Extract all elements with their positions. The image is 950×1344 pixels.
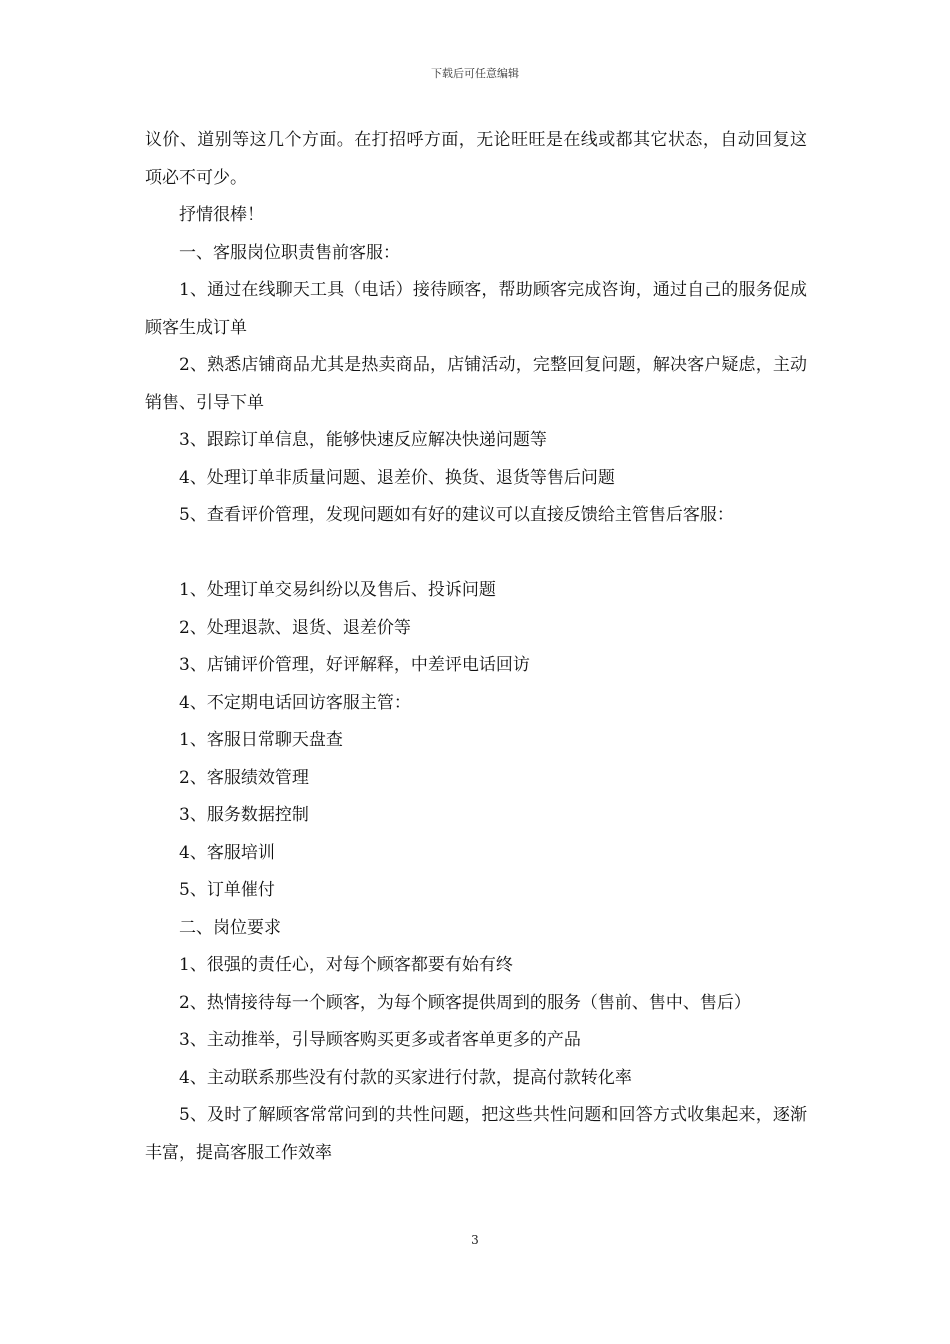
list-item: 5、查看评价管理，发现问题如有好的建议可以直接反馈给主管售后客服： [179, 505, 734, 525]
list-item: 5、及时了解顾客常常问到的共性问题，把这些共性问题和回答方式收集起来，逐渐丰富，提高客服工作效率 [145, 1105, 807, 1163]
page-number: 3 [471, 1233, 479, 1247]
list-item: 3、跟踪订单信息，能够快速反应解决快递问题等 [179, 430, 547, 450]
list-item: 3、主动推举，引导顾客购买更多或者客单更多的产品 [179, 1030, 581, 1050]
list-item: 3、店铺评价管理，好评解释，中差评电话回访 [179, 655, 530, 675]
list-item: 1、通过在线聊天工具（电话）接待顾客，帮助顾客完成咨询，通过自己的服务促成顾客生成订单 [145, 280, 807, 338]
list-item: 1、处理订单交易纠纷以及售后、投诉问题 [179, 580, 496, 600]
list-item: 2、客服绩效管理 [179, 767, 309, 788]
blank-line [145, 535, 807, 573]
list-item: 2、热情接待每一个顾客，为每个顾客提供周到的服务（售前、售中、售后） [179, 992, 751, 1013]
list-item: 1、很强的责任心，对每个顾客都要有始有终 [179, 955, 513, 975]
document-body [145, 122, 807, 1172]
paragraph-continuation: 议价、道别等这几个方面。在打招呼方面，无论旺旺是在线或都其它状态，自动回复这项必不可少。 [145, 130, 807, 188]
list-item: 4、主动联系那些没有付款的买家进行付款，提高付款转化率 [179, 1067, 632, 1088]
list-item: 2、处理退款、退货、退差价等 [179, 617, 411, 638]
list-item: 2、熟悉店铺商品尤其是热卖商品，店铺活动，完整回复问题，解决客户疑虑，主动销售、引导下单 [145, 355, 807, 413]
list-item: 3、服务数据控制 [179, 805, 309, 825]
paragraph-remark: 抒情很棒！ [179, 205, 264, 225]
section-heading-requirements: 二、岗位要求 [179, 917, 281, 938]
list-item: 4、客服培训 [179, 842, 275, 863]
list-item: 5、订单催付 [179, 880, 275, 900]
page-header: 下载后可任意编辑 [431, 67, 519, 80]
list-item: 1、客服日常聊天盘查 [179, 730, 343, 750]
list-item: 4、不定期电话回访客服主管： [179, 692, 411, 713]
list-item: 4、处理订单非质量问题、退差价、换货、退货等售后问题 [179, 467, 615, 488]
section-heading-duties: 一、客服岗位职责售前客服： [179, 242, 400, 263]
